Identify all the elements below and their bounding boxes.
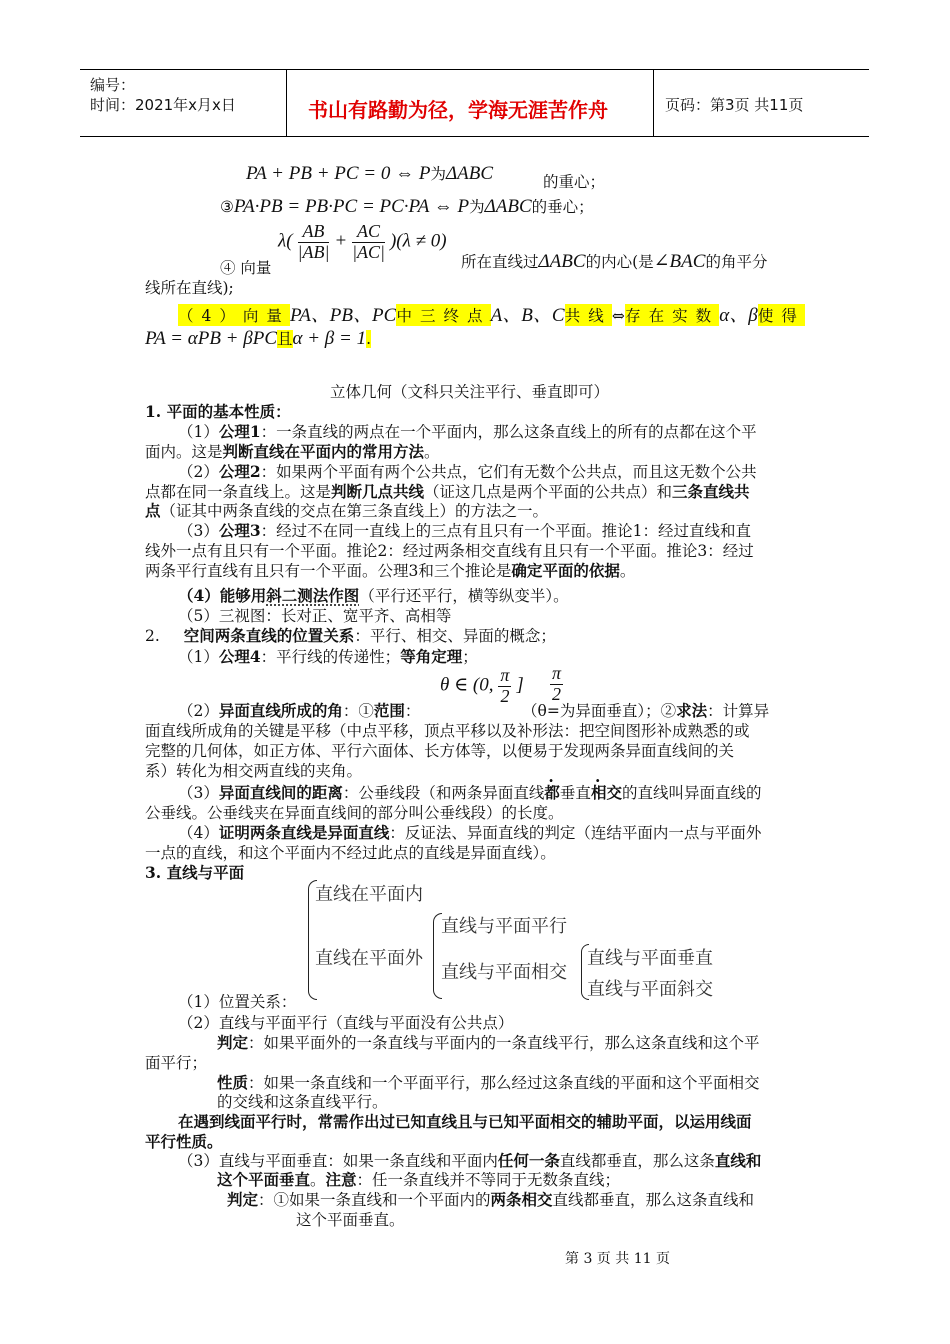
bold-note-line2: 平行性质。 <box>145 1132 223 1151</box>
axiom2-line3: 点（证其中两条直线的交点在第三条直线上）的方法之一。 <box>145 501 549 520</box>
tree-oblique: 直线与平面斜交 <box>587 979 713 1000</box>
axiom3-line3: 两条平行直线有且只有一个平面。公理3和三个推论是确定平面的依据。 <box>145 561 636 580</box>
perpendicular-def-line2: 这个平面垂直。注意：任一条直线并不等同于无数条直线； <box>217 1170 621 1189</box>
tree-perpendicular: 直线与平面垂直 <box>587 948 713 969</box>
axiom4: （1）公理4：平行线的传递性；等角定理； <box>178 647 478 666</box>
formula-incenter-vector: λ( $\frac{AB}{|AB|}$ + $\frac{AC}{|AC|}$ )(λ ≠ 0) <box>278 221 447 262</box>
header-time-label: 时间：2021年x月x日 <box>90 96 236 114</box>
tree-line-outside-plane: 直线在平面外 <box>315 948 423 969</box>
heading-line-plane: 3. 直线与平面 <box>145 863 245 882</box>
collinear-condition: （4）向量 PA、PB、PC 中三终点 A、B、C 共线 ⇔ 存在实数 α、β 使得 <box>178 305 805 326</box>
header-page-label: 页码：第3页 共11页 <box>665 96 804 114</box>
header-divider-left <box>286 70 287 136</box>
line-plane-parallel: （2）直线与平面平行（直线与平面没有公共点） <box>178 1014 514 1032</box>
header-number-label: 编号： <box>90 76 136 94</box>
incenter-description: 所在直线过ΔABC的内心(是∠BAC的角平分 <box>461 251 768 272</box>
parallel-property-line1: 性质：如果一条直线和一个平面平行，那么经过这条直线的平面和这个平面相交 <box>217 1073 760 1092</box>
axiom2-line1: （2）公理2：如果两个平面有两个公共点，它们有无数个公共点，而且这无数个公共 <box>178 462 757 481</box>
section-title: 立体几何（文科只关注平行、垂直即可） <box>330 383 610 401</box>
position-relation: （1）位置关系： <box>178 993 297 1011</box>
incenter-prefix: ④ 向量 <box>220 259 272 277</box>
header-divider-right <box>653 70 654 136</box>
axiom3-line2: 线外一点有且只有一个平面。推论2：经过两条相交直线有且只有一个平面。推论3：经过 <box>145 542 754 560</box>
pi-over-two: $\frac{\pi}{2}$ <box>552 663 562 704</box>
perpendicular-def-line1: （3）直线与平面垂直：如果一条直线和平面内任何一条直线都垂直，那么这条直线和 <box>178 1151 762 1170</box>
axiom2-line2: 点都在同一条直线上。这是判断几点共线（证这几点是两个平面的公共点）和三条直线共 <box>145 482 750 501</box>
theta-range-formula: θ ∈ (0, $\frac{\pi}{2}$ ] <box>440 665 524 706</box>
skew-angle-line1-tail: （θ=为异面垂直）；②求法：计算异 <box>522 701 770 720</box>
tree-intersect: 直线与平面相交 <box>441 962 567 983</box>
oblique-drawing: （4）能够用斜二测法作图（平行还平行，横等纵变半）。 <box>178 586 569 605</box>
skew-distance-line1: （3）异面直线间的距离：公垂线段（和两条异面直线都垂直相交的直线叫异面直线的 <box>178 783 762 802</box>
perpendicular-judge-line2: 这个平面垂直。 <box>296 1211 405 1229</box>
three-views: （5）三视图：长对正、宽平齐、高相等 <box>178 607 452 625</box>
page-header <box>80 69 869 137</box>
incenter-continuation: 线所在直线); <box>145 279 234 297</box>
formula-orthocenter: ③PA·PB = PB·PC = PC·PA ⇔ P为ΔABC的垂心； <box>220 196 594 217</box>
heading-two-lines: 2. 空间两条直线的位置关系：平行、相交、异面的概念； <box>145 626 556 645</box>
centroid-tail: 的重心； <box>543 173 606 191</box>
formula-centroid: PA + PB + PC = 0 ⇔ P为ΔABC <box>246 163 494 184</box>
parallel-judge-line2: 面平行； <box>145 1054 208 1072</box>
tree-parallel: 直线与平面平行 <box>441 916 567 937</box>
perpendicular-judge-line1: 判定：①如果一条直线和一个平面内的两条相交直线都垂直，那么这条直线和 <box>227 1190 755 1209</box>
tree-line-in-plane: 直线在平面内 <box>315 884 423 905</box>
skew-angle-line2: 面直线所成角的关键是平移（中点平移，顶点平移以及补形法：把空间图形补成熟悉的或 <box>145 722 750 740</box>
bold-note-line1: 在遇到线面平行时，常需作出过已知直线且与已知平面相交的辅助平面，以运用线面 <box>178 1112 752 1131</box>
axiom1-line1: （1）公理1：一条直线的两点在一个平面内，那么这条直线上的所有的点都在这个平 <box>178 422 757 441</box>
prove-skew-line2: 一点的直线，和这个平面内不经过此点的直线是异面直线）。 <box>145 844 556 862</box>
axiom1-line2: 面内。这是判断直线在平面内的常用方法。 <box>145 442 440 461</box>
page-footer: 第 3 页 共 11 页 <box>565 1251 670 1267</box>
collinear-formula: PA = αPB + βPC且α + β = 1. <box>145 328 372 349</box>
header-motto: 书山有路勤为径，学海无涯苦作舟 <box>308 98 608 122</box>
skew-angle-line1: （2）异面直线所成的角：①范围： <box>178 701 421 720</box>
skew-distance-line2: 公垂线。公垂线夹在异面直线间的部分叫公垂线段）的长度。 <box>145 804 564 822</box>
parallel-judge-line1: 判定：如果平面外的一条直线与平面内的一条直线平行，那么这条直线和这个平 <box>217 1033 760 1052</box>
axiom3-line1: （3）公理3：经过不在同一直线上的三点有且只有一个平面。推论1：经过直线和直 <box>178 521 752 540</box>
prove-skew-line1: （4）证明两条直线是异面直线：反证法、异面直线的判定（连结平面内一点与平面外 <box>178 823 762 842</box>
skew-angle-line3: 完整的几何体，如正方体、平行六面体、长方体等，以便易于发现两条异面直线间的关 <box>145 742 735 760</box>
parallel-property-line2: 的交线和这条直线平行。 <box>217 1093 388 1111</box>
skew-angle-line4: 系）转化为相交两直线的夹角。 <box>145 762 363 780</box>
heading-plane-properties: 1. 平面的基本性质： <box>145 402 291 421</box>
